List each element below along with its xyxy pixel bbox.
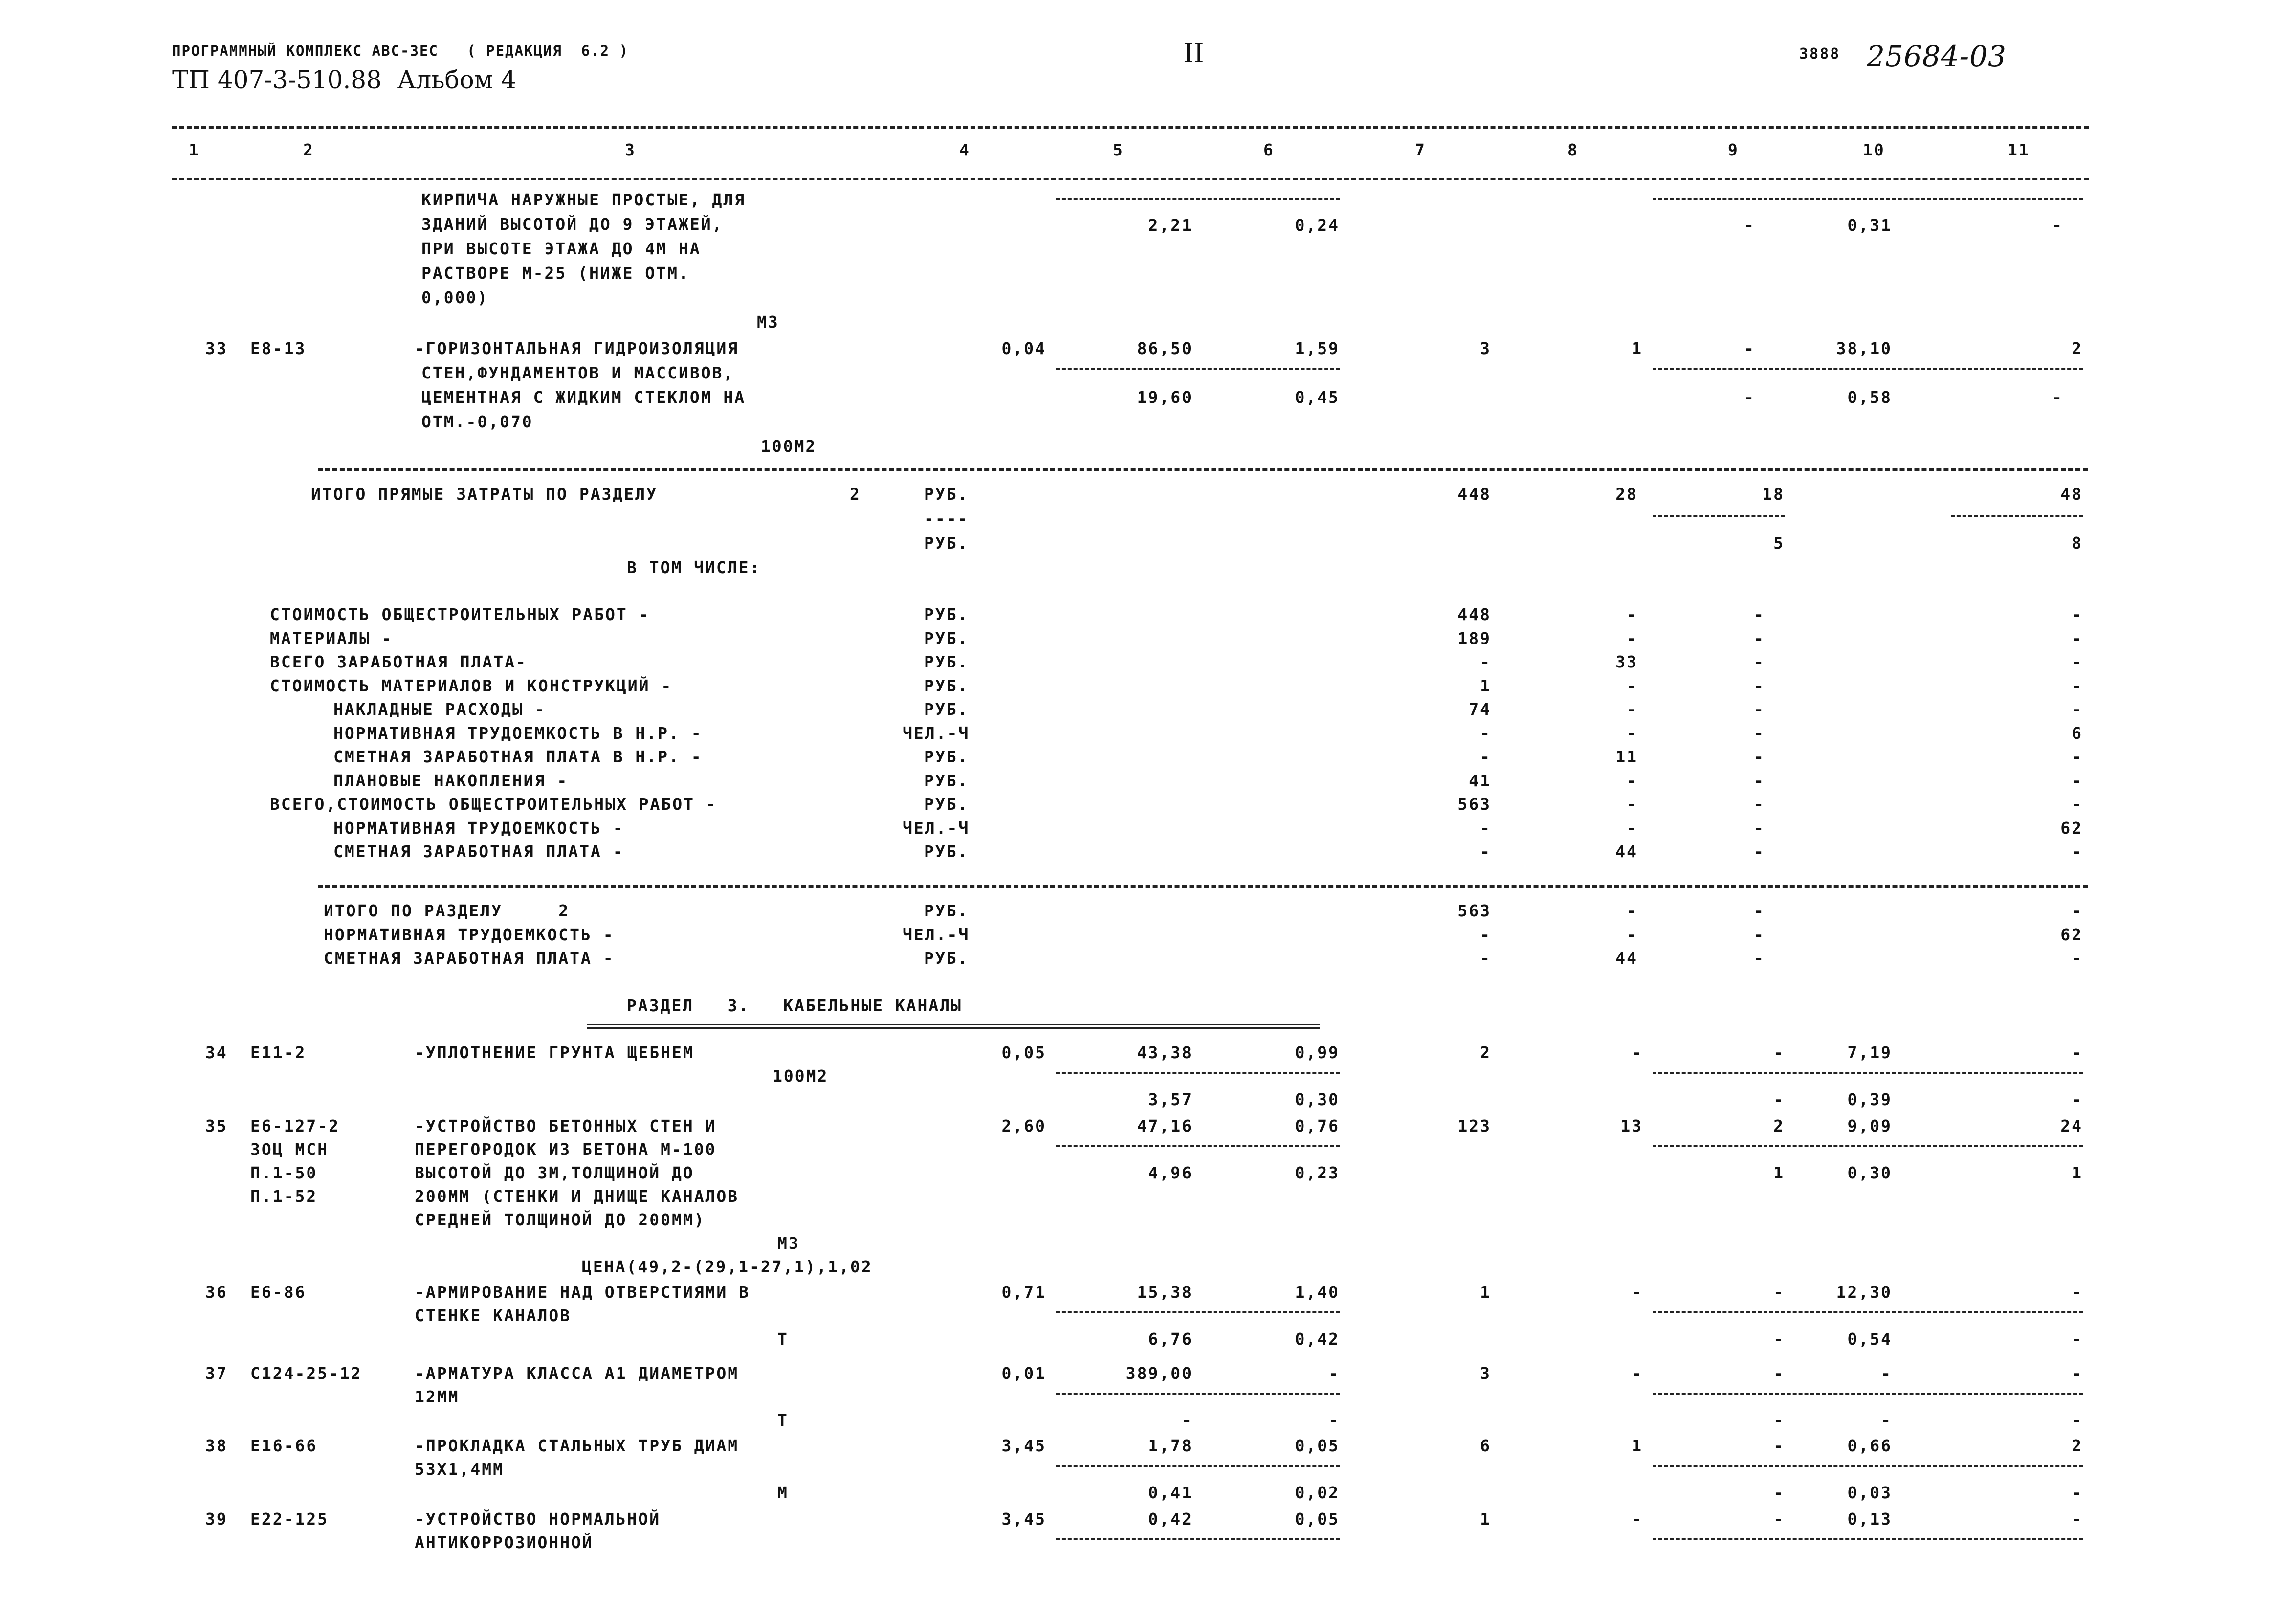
norm-code: Е11-2 xyxy=(250,1043,307,1062)
breakdown-unit: РУБ. xyxy=(924,771,969,790)
rule xyxy=(1056,1465,1340,1467)
cell: 389,00 xyxy=(1126,1364,1193,1383)
rule xyxy=(1056,1072,1340,1074)
cell: 123 xyxy=(1457,1116,1491,1135)
page-number: II xyxy=(1183,38,1204,68)
rule xyxy=(1653,1311,2083,1313)
cell: - xyxy=(1632,1283,1643,1302)
item-name: КИРПИЧА НАРУЖНЫЕ ПРОСТЫЕ, ДЛЯ xyxy=(421,190,746,209)
cell: 1,78 xyxy=(1148,1436,1193,1455)
item-name: ВЫСОТОЙ ДО 3М,ТОЛЩИНОЙ ДО xyxy=(415,1163,694,1182)
cell: - xyxy=(1627,795,1638,814)
cell: 1 xyxy=(1632,1436,1643,1455)
rule xyxy=(1653,1538,2083,1540)
cell: 0,42 xyxy=(1148,1509,1193,1529)
section-title-underline xyxy=(587,1024,1320,1029)
norm-code: С124-25-12 xyxy=(250,1364,362,1383)
cell: 15,38 xyxy=(1137,1283,1193,1302)
cell: - xyxy=(2072,1411,2083,1430)
col-header: 5 xyxy=(1113,140,1124,159)
cell: 0,03 xyxy=(1847,1483,1892,1502)
norm-code: Е6-86 xyxy=(250,1283,307,1302)
item-unit: М xyxy=(777,1483,789,1502)
cell: 563 xyxy=(1457,795,1491,814)
cell: 1,40 xyxy=(1295,1283,1340,1302)
rule xyxy=(1056,1311,1340,1313)
cell: - xyxy=(1627,771,1638,790)
breakdown-unit: РУБ. xyxy=(924,842,969,861)
cell: - xyxy=(2072,700,2083,719)
rule xyxy=(1653,1393,2083,1395)
item-name: 12ММ xyxy=(415,1387,460,1406)
cell: 18 xyxy=(1762,485,1785,504)
col-header: 1 xyxy=(189,140,200,159)
breakdown-label: НОРМАТИВНАЯ ТРУДОЕМКОСТЬ - xyxy=(333,818,624,838)
item-name: -УСТРОЙСТВО БЕТОННЫХ СТЕН И xyxy=(415,1116,717,1135)
cell: 0,30 xyxy=(1847,1163,1892,1182)
breakdown-label: СТОИМОСТЬ МАТЕРИАЛОВ И КОНСТРУКЦИЙ - xyxy=(270,676,673,695)
cell: 5 xyxy=(1773,533,1785,553)
unit: РУБ. xyxy=(924,533,969,553)
rule xyxy=(1653,1145,2083,1147)
cell: 0,23 xyxy=(1295,1163,1340,1182)
breakdown-unit: ЧЕЛ.-Ч xyxy=(903,723,970,743)
cell: 47,16 xyxy=(1137,1116,1193,1135)
cell: 0,31 xyxy=(1847,216,1892,235)
row-number: 39 xyxy=(205,1509,228,1529)
item-unit: Т xyxy=(777,1330,789,1349)
item-name: 0,000) xyxy=(421,288,489,307)
rule xyxy=(1951,515,2083,517)
quantity: 2,60 xyxy=(1001,1116,1046,1135)
cell: 0,41 xyxy=(1148,1483,1193,1502)
unit-separator: ---- xyxy=(924,509,969,528)
rule xyxy=(1056,1145,1340,1147)
rule xyxy=(1653,368,2083,370)
cell: 38,10 xyxy=(1836,339,1892,358)
quantity: 3,45 xyxy=(1001,1509,1046,1529)
cell: 6 xyxy=(1480,1436,1491,1455)
breakdown-label: ПЛАНОВЫЕ НАКОПЛЕНИЯ - xyxy=(333,771,569,790)
item-name: РАСТВОРЕ М-25 (НИЖЕ ОТМ. xyxy=(421,264,690,283)
quantity: 3,45 xyxy=(1001,1436,1046,1455)
cell: - xyxy=(1632,1364,1643,1383)
cell: - xyxy=(1627,901,1638,920)
rule xyxy=(1653,515,1785,517)
cell: 44 xyxy=(1615,949,1638,968)
cell: 0,99 xyxy=(1295,1043,1340,1062)
cell: - xyxy=(2072,795,2083,814)
rule xyxy=(1056,1393,1340,1395)
breakdown-unit: РУБ. xyxy=(924,700,969,719)
price-note: ЦЕНА(49,2-(29,1-27,1),1,02 xyxy=(582,1257,873,1276)
rule xyxy=(1653,198,2083,200)
cell: - xyxy=(1632,1509,1643,1529)
total-direct-section: 2 xyxy=(850,485,861,504)
item-name: -УСТРОЙСТВО НОРМАЛЬНОЙ xyxy=(415,1509,661,1529)
cell: - xyxy=(1773,1436,1785,1455)
cell: - xyxy=(1773,1364,1785,1383)
cell: 2 xyxy=(2072,339,2083,358)
quantity: 0,01 xyxy=(1001,1364,1046,1383)
cell: 0,54 xyxy=(1847,1330,1892,1349)
cell: - xyxy=(2072,949,2083,968)
item-name: СРЕДНЕЙ ТОЛЩИНОЙ ДО 200ММ) xyxy=(415,1210,706,1229)
section-total-unit: ЧЕЛ.-Ч xyxy=(903,925,970,944)
col-header: 2 xyxy=(303,140,314,159)
cell: 74 xyxy=(1469,700,1491,719)
breakdown-label: НОРМАТИВНАЯ ТРУДОЕМКОСТЬ В Н.Р. - xyxy=(333,723,703,743)
cell: - xyxy=(1328,1411,1340,1430)
cell: - xyxy=(1773,1411,1785,1430)
cell: 2 xyxy=(2072,1436,2083,1455)
cell: 7,19 xyxy=(1847,1043,1892,1062)
cell: 1 xyxy=(1632,339,1643,358)
item-name: -ГОРИЗОНТАЛЬНАЯ ГИДРОИЗОЛЯЦИЯ xyxy=(415,339,739,358)
norm-code: П.1-50 xyxy=(250,1163,318,1182)
section-total-label: ИТОГО ПО РАЗДЕЛУ 2 xyxy=(324,901,570,920)
item-unit: 100М2 xyxy=(761,437,817,456)
cell: 62 xyxy=(2060,925,2083,944)
cell: 48 xyxy=(2060,485,2083,504)
col-header: 6 xyxy=(1263,140,1275,159)
cell: 1 xyxy=(1480,1509,1491,1529)
cell: 2 xyxy=(1480,1043,1491,1062)
cell: - xyxy=(1627,925,1638,944)
cell: - xyxy=(2072,1043,2083,1062)
section-title: РАЗДЕЛ 3. КАБЕЛЬНЫЕ КАНАЛЫ xyxy=(627,996,963,1015)
rule xyxy=(318,468,2088,471)
cell: 0,02 xyxy=(1295,1483,1340,1502)
norm-code: Е8-13 xyxy=(250,339,307,358)
breakdown-label: СМЕТНАЯ ЗАРАБОТНАЯ ПЛАТА - xyxy=(333,842,624,861)
cell: - xyxy=(2072,747,2083,766)
breakdown-unit: ЧЕЛ.-Ч xyxy=(903,818,970,838)
cell: - xyxy=(2072,1483,2083,1502)
section-total-unit: РУБ. xyxy=(924,901,969,920)
item-name: СТЕН,ФУНДАМЕНТОВ И МАССИВОВ, xyxy=(421,363,735,382)
rule xyxy=(1653,1465,2083,1467)
doc-number-handwritten: 25684-03 xyxy=(1867,40,2007,73)
cell: 0,30 xyxy=(1295,1090,1340,1109)
col-header: 7 xyxy=(1415,140,1426,159)
section-total-unit: РУБ. xyxy=(924,949,969,968)
cell: - xyxy=(2072,1090,2083,1109)
cell: 3 xyxy=(1480,1364,1491,1383)
norm-code: ЗОЦ МСН xyxy=(250,1140,329,1159)
row-number: 37 xyxy=(205,1364,228,1383)
item-name: 53Х1,4ММ xyxy=(415,1460,504,1479)
cell: - xyxy=(1627,605,1638,624)
row-number: 34 xyxy=(205,1043,228,1062)
cell: - xyxy=(2072,676,2083,695)
cell: - xyxy=(1627,628,1638,648)
norm-code: Е6-127-2 xyxy=(250,1116,340,1135)
cell: - xyxy=(2052,216,2063,235)
cell: - xyxy=(1881,1411,1892,1430)
cell: - xyxy=(1627,700,1638,719)
quantity: 0,71 xyxy=(1001,1283,1046,1302)
rule xyxy=(1056,198,1340,200)
cell: 9,09 xyxy=(1847,1116,1892,1135)
cell: 0,24 xyxy=(1295,216,1340,235)
cell: - xyxy=(1480,842,1491,861)
cell: 2 xyxy=(1773,1116,1785,1135)
section-total-label: НОРМАТИВНАЯ ТРУДОЕМКОСТЬ - xyxy=(324,925,615,944)
breakdown-unit: РУБ. xyxy=(924,747,969,766)
item-name: 200ММ (СТЕНКИ И ДНИЩЕ КАНАЛОВ xyxy=(415,1187,739,1206)
cell: - xyxy=(2072,901,2083,920)
item-name: АНТИКОРРОЗИОННОЙ xyxy=(415,1533,594,1552)
cell: 6,76 xyxy=(1148,1330,1193,1349)
cell: 0,45 xyxy=(1295,388,1340,407)
cell: - xyxy=(1773,1283,1785,1302)
breakdown-label: СТОИМОСТЬ ОБЩЕСТРОИТЕЛЬНЫХ РАБОТ - xyxy=(270,605,650,624)
cell: 1 xyxy=(1480,676,1491,695)
cell: 0,76 xyxy=(1295,1116,1340,1135)
quantity: 0,05 xyxy=(1001,1043,1046,1062)
row-number: 36 xyxy=(205,1283,228,1302)
cell: 4,96 xyxy=(1148,1163,1193,1182)
cell: - xyxy=(1328,1364,1340,1383)
cell: - xyxy=(1480,652,1491,671)
cell: - xyxy=(1773,1509,1785,1529)
cell: - xyxy=(1182,1411,1193,1430)
cell: - xyxy=(1480,723,1491,743)
item-name: ПРИ ВЫСОТЕ ЭТАЖА ДО 4М НА xyxy=(421,239,701,258)
cell: 0,58 xyxy=(1847,388,1892,407)
item-name: -АРМАТУРА КЛАССА А1 ДИАМЕТРОМ xyxy=(415,1364,739,1383)
cell: 12,30 xyxy=(1836,1283,1892,1302)
cell: 563 xyxy=(1457,901,1491,920)
cell: - xyxy=(1627,676,1638,695)
item-unit: 100М2 xyxy=(773,1066,829,1086)
section-total-label: СМЕТНАЯ ЗАРАБОТНАЯ ПЛАТА - xyxy=(324,949,615,968)
rule xyxy=(172,178,2089,180)
cell: - xyxy=(1480,925,1491,944)
cell: - xyxy=(1754,652,1765,671)
item-name: -УПЛОТНЕНИЕ ГРУНТА ЩЕБНЕМ xyxy=(415,1043,694,1062)
breakdown-label: СМЕТНАЯ ЗАРАБОТНАЯ ПЛАТА В Н.Р. - xyxy=(333,747,703,766)
item-name: ЗДАНИЙ ВЫСОТОЙ ДО 9 ЭТАЖЕЙ, xyxy=(421,215,724,234)
cell: 43,38 xyxy=(1137,1043,1193,1062)
cell: 19,60 xyxy=(1137,388,1193,407)
cell: 448 xyxy=(1457,605,1491,624)
cell: - xyxy=(1754,676,1765,695)
cell: 13 xyxy=(1620,1116,1643,1135)
cell: 28 xyxy=(1615,485,1638,504)
album-title: ТП 407-3-510.88 Альбом 4 xyxy=(172,66,517,94)
item-name: -АРМИРОВАНИЕ НАД ОТВЕРСТИЯМИ В xyxy=(415,1283,751,1302)
cell: 41 xyxy=(1469,771,1491,790)
cell: - xyxy=(1744,339,1755,358)
cell: 62 xyxy=(2060,818,2083,838)
cell: - xyxy=(1632,1043,1643,1062)
cell: - xyxy=(1773,1483,1785,1502)
norm-code: Е22-125 xyxy=(250,1509,329,1529)
cell: 0,05 xyxy=(1295,1436,1340,1455)
col-header: 10 xyxy=(1863,140,1885,159)
total-direct-label: ИТОГО ПРЯМЫЕ ЗАТРАТЫ ПО РАЗДЕЛУ xyxy=(311,485,658,504)
cell: 8 xyxy=(2072,533,2083,553)
cell: 24 xyxy=(2060,1116,2083,1135)
cell: 86,50 xyxy=(1137,339,1193,358)
breakdown-label: МАТЕРИАЛЫ - xyxy=(270,628,393,648)
cell: - xyxy=(1754,605,1765,624)
cell: 448 xyxy=(1457,485,1491,504)
col-header: 3 xyxy=(625,140,636,159)
cell: - xyxy=(1480,949,1491,968)
item-unit: М3 xyxy=(777,1234,800,1253)
rule xyxy=(172,126,2089,129)
row-number: 35 xyxy=(205,1116,228,1135)
item-name: ЦЕМЕНТНАЯ С ЖИДКИМ СТЕКЛОМ НА xyxy=(421,388,746,407)
cell: - xyxy=(1627,818,1638,838)
item-unit: Т xyxy=(777,1411,789,1430)
cell: - xyxy=(1773,1043,1785,1062)
cell: - xyxy=(1754,925,1765,944)
cell: 1,59 xyxy=(1295,339,1340,358)
cell: - xyxy=(1773,1090,1785,1109)
item-unit: М3 xyxy=(757,312,779,332)
program-header: ПРОГРАММНЫЙ КОМПЛЕКС АВС-3ЕС ( РЕДАКЦИЯ 6.2 ) xyxy=(172,43,629,59)
cell: 3 xyxy=(1480,339,1491,358)
cell: 33 xyxy=(1615,652,1638,671)
cell: - xyxy=(1744,388,1755,407)
breakdown-label: НАКЛАДНЫЕ РАСХОДЫ - xyxy=(333,700,546,719)
cell: 0,66 xyxy=(1847,1436,1892,1455)
cell: - xyxy=(1754,818,1765,838)
cell: - xyxy=(1627,723,1638,743)
rule xyxy=(318,885,2088,888)
cell: - xyxy=(1754,700,1765,719)
cell: - xyxy=(2072,842,2083,861)
cell: 0,13 xyxy=(1847,1509,1892,1529)
cell: 0,42 xyxy=(1295,1330,1340,1349)
unit: РУБ. xyxy=(924,485,969,504)
item-name: ОТМ.-0,070 xyxy=(421,412,533,431)
cell: - xyxy=(1754,842,1765,861)
cell: - xyxy=(1754,723,1765,743)
cell: - xyxy=(1773,1330,1785,1349)
col-header: 8 xyxy=(1567,140,1579,159)
cell: - xyxy=(2072,1330,2083,1349)
breakdown-unit: РУБ. xyxy=(924,628,969,648)
cell: - xyxy=(2072,771,2083,790)
cell: - xyxy=(1754,795,1765,814)
rule xyxy=(1056,1538,1340,1540)
cell: - xyxy=(2052,388,2063,407)
cell: - xyxy=(2072,1364,2083,1383)
cell: - xyxy=(1480,747,1491,766)
cell: - xyxy=(1754,771,1765,790)
col-header: 11 xyxy=(2008,140,2030,159)
cell: 0,39 xyxy=(1847,1090,1892,1109)
norm-code: П.1-52 xyxy=(250,1187,318,1206)
row-number: 38 xyxy=(205,1436,228,1455)
norm-code: Е16-66 xyxy=(250,1436,318,1455)
cell: 3,57 xyxy=(1148,1090,1193,1109)
breakdown-unit: РУБ. xyxy=(924,676,969,695)
cell: - xyxy=(2072,1283,2083,1302)
quantity: 0,04 xyxy=(1001,339,1046,358)
breakdown-unit: РУБ. xyxy=(924,795,969,814)
cell: - xyxy=(1754,628,1765,648)
cell: - xyxy=(1754,901,1765,920)
cell: - xyxy=(1754,949,1765,968)
cell: - xyxy=(1881,1364,1892,1383)
cell: 0,05 xyxy=(1295,1509,1340,1529)
cell: - xyxy=(2072,652,2083,671)
cell: - xyxy=(1744,216,1755,235)
cell: - xyxy=(2072,1509,2083,1529)
cell: 2,21 xyxy=(1148,216,1193,235)
breakdown-label: ВСЕГО,СТОИМОСТЬ ОБЩЕСТРОИТЕЛЬНЫХ РАБОТ - xyxy=(270,795,717,814)
item-name: СТЕНКЕ КАНАЛОВ xyxy=(415,1306,572,1325)
doc-prefix: 3888 xyxy=(1799,45,1841,63)
cell: 1 xyxy=(1773,1163,1785,1182)
rule xyxy=(1056,368,1340,370)
row-number: 33 xyxy=(205,339,228,358)
cell: 1 xyxy=(2072,1163,2083,1182)
item-name: ПЕРЕГОРОДОК ИЗ БЕТОНА М-100 xyxy=(415,1140,717,1159)
breakdown-unit: РУБ. xyxy=(924,652,969,671)
cell: 1 xyxy=(1480,1283,1491,1302)
cell: 6 xyxy=(2072,723,2083,743)
cell: - xyxy=(1480,818,1491,838)
cell: 11 xyxy=(1615,747,1638,766)
rule xyxy=(1653,1072,2083,1074)
cell: - xyxy=(1754,747,1765,766)
col-header: 4 xyxy=(959,140,971,159)
item-name: -ПРОКЛАДКА СТАЛЬНЫХ ТРУБ ДИАМ xyxy=(415,1436,739,1455)
breakdown-unit: РУБ. xyxy=(924,605,969,624)
including-label: В ТОМ ЧИСЛЕ: xyxy=(627,558,761,577)
cell: 44 xyxy=(1615,842,1638,861)
col-header: 9 xyxy=(1728,140,1739,159)
cell: 189 xyxy=(1457,628,1491,648)
cell: - xyxy=(2072,605,2083,624)
breakdown-label: ВСЕГО ЗАРАБОТНАЯ ПЛАТА- xyxy=(270,652,527,671)
cell: - xyxy=(2072,628,2083,648)
